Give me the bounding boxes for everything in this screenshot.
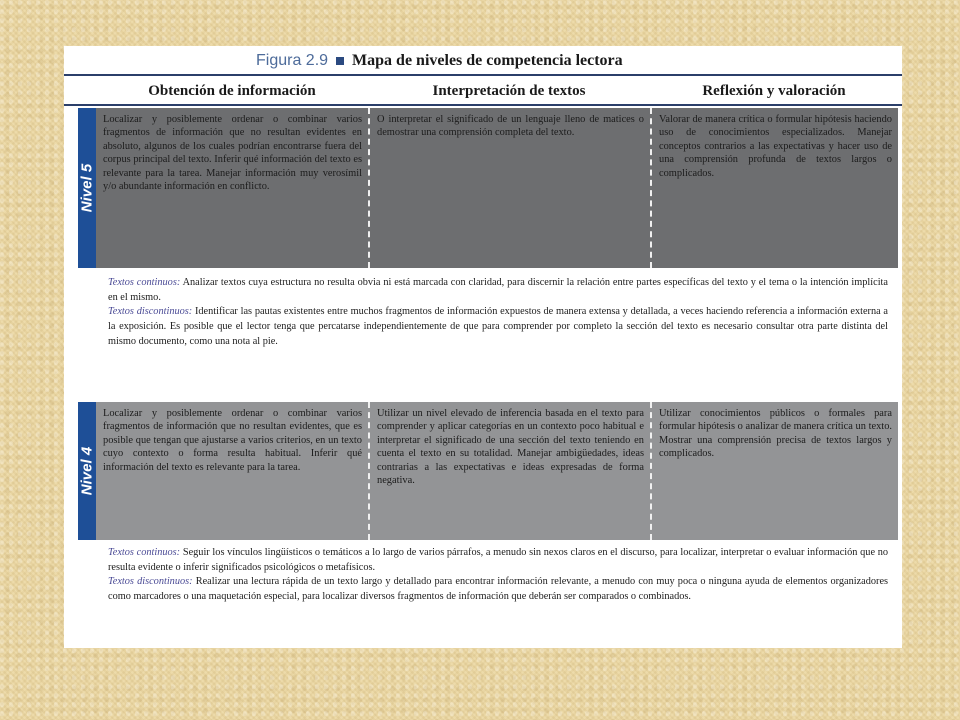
level-4-continuos-text: Seguir los vínculos lingüísticos o temáticos a lo largo de varios párrafos, a menudo sin nexos claros en el discurso, para localizar, interpretar o evaluar información que no resulta evidente o inferir significados psicológicos o metafísicos.	[108, 547, 889, 573]
document-page	[64, 46, 902, 648]
level-5-continuos-text: Analizar textos cuya estructura no resulta obvia ni está marcada con claridad, para discernir la relación entre partes específicas del texto y el tema o la intención implícita en el mismo.	[108, 277, 888, 303]
square-bullet-icon	[336, 57, 344, 65]
column-header-obtencion: Obtención de información	[148, 83, 316, 99]
level-4-discontinuos-text: Realizar una lectura rápida de un texto largo y detallado para encontrar información relevante, a menudo con muy poca o ninguna ayuda de elementos organizadores como marcadores o una maquetación especial, para localizar diversos fragmentos de información que deberán ser comparados o combinados.	[108, 576, 889, 603]
figure-title	[256, 50, 623, 72]
level-5-label: Nivel 5	[78, 163, 96, 213]
figure-label: Figura 2.9	[256, 52, 329, 69]
level-4-label: Nivel 4	[78, 446, 96, 496]
level-5-continuos-paragraph	[108, 276, 888, 305]
level-5-description	[108, 276, 888, 350]
level-5-obtencion-cell: Localizar y posiblemente ordenar o combinar varios fragmentos de información que no resultan evidentes en absoluto, algunos de los cuales podrían encontrarse fuera del corpus principal del texto. Inferir qué información del texto es relevante para la tarea. Manejar información muy verosímil y/o abundante información en conflicto.	[96, 108, 368, 268]
level-5-tab	[78, 108, 96, 268]
level-4-interpretacion-cell: Utilizar un nivel elevado de inferencia basada en el texto para comprender y aplicar categorías en un contexto poco habitual e interpretar el significado de una sección del texto teniendo en cuenta el texto en su totalidad. Manejar ambigüedades, ideas contrarias a las expectativas e ideas expresadas de forma negativa.	[368, 402, 650, 540]
level-4-tab	[78, 402, 96, 540]
level-4-discontinuos-label: Textos discontinuos:	[108, 576, 193, 588]
column-header-reflexion: Reflexión y valoración	[702, 83, 846, 99]
level-4-continuos-paragraph	[108, 546, 888, 575]
level-5-row	[78, 108, 898, 268]
level-4-row	[78, 402, 898, 540]
level-5-discontinuos-paragraph	[108, 305, 888, 349]
level-5-reflexion-cell: Valorar de manera crítica o formular hipótesis haciendo uso de conocimientos especializados. Manejar conceptos contrarios a las expectativas y hacer uso de una comprensión profunda de textos largos o complicados.	[650, 108, 898, 268]
level-5-interpretacion-cell: O interpretar el significado de un lenguaje lleno de matices o demostrar una comprensión completa del texto.	[368, 108, 650, 268]
level-4-continuos-label: Textos continuos:	[108, 547, 181, 558]
level-4-description	[108, 546, 888, 605]
level-5-discontinuos-label: Textos discontinuos:	[108, 306, 193, 318]
column-header-interpretacion: Interpretación de textos	[432, 83, 586, 99]
level-4-reflexion-cell: Utilizar conocimientos públicos o formales para formular hipótesis o analizar de manera crítica un texto. Mostrar una comprensión precisa de textos largos y complicados.	[650, 402, 898, 540]
header-bottom-rule	[64, 104, 902, 106]
level-5-discontinuos-text: Identificar las pautas existentes entre muchos fragmentos de información expuestos de manera extensa y detallada, a veces haciendo referencia a información externa a la exposición. Es posible que el lector tenga que percatarse independientemente de que para comprender por completo la sección del texto es necesario consultar otra parte distinta del mismo documento, como una nota al pie.	[108, 306, 889, 347]
figure-title-text: Mapa de niveles de competencia lectora	[352, 52, 623, 69]
level-4-discontinuos-paragraph	[108, 575, 888, 604]
level-4-obtencion-cell: Localizar y posiblemente ordenar o combinar varios fragmentos de información que no resultan evidentes, que es posible que tengan que ajustarse a varios criterios, en un texto cuyo contexto o forma resulta habitual. Inferir qué información del texto es relevante para la tarea.	[96, 402, 368, 540]
header-top-rule	[64, 74, 902, 76]
level-5-continuos-label: Textos continuos:	[108, 277, 181, 288]
